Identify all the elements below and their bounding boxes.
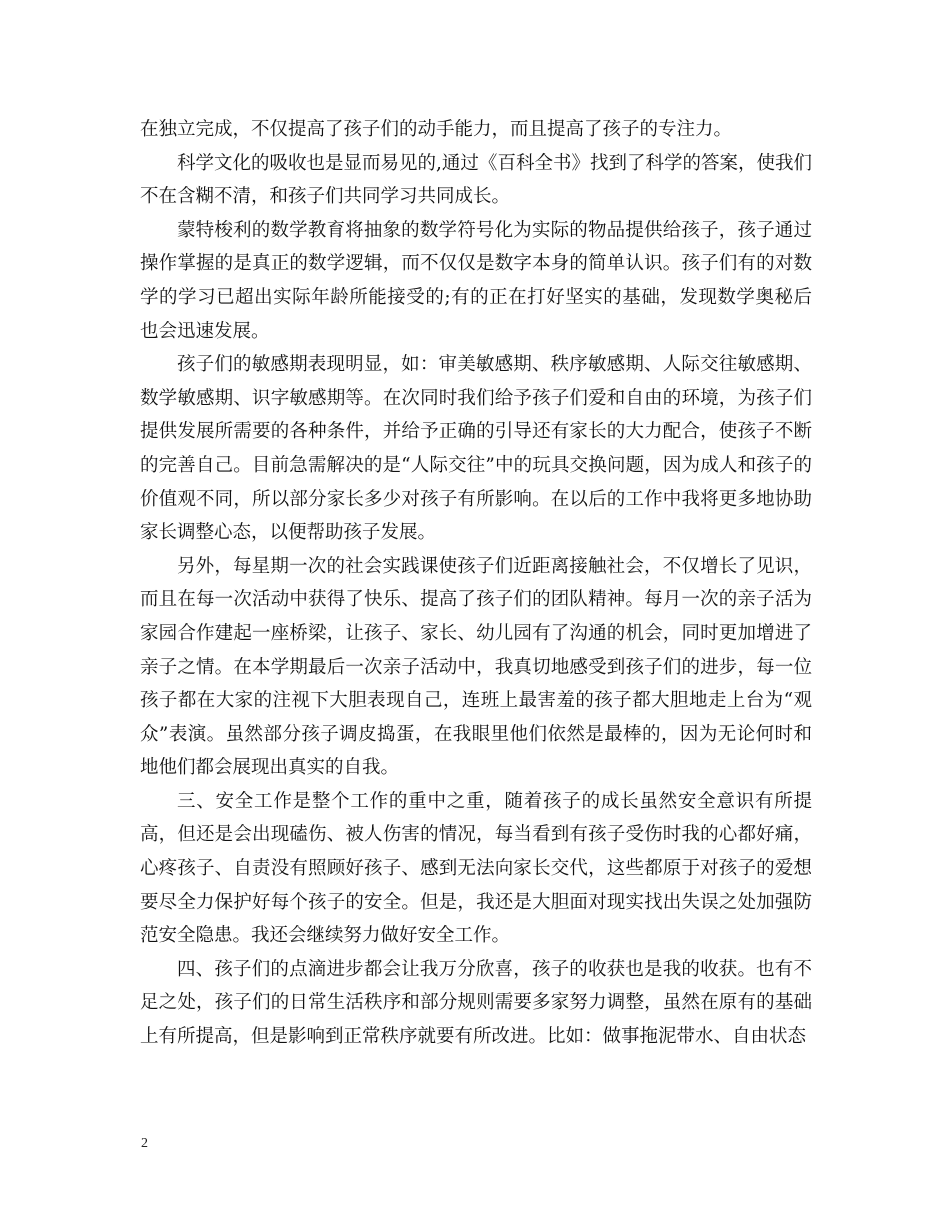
paragraph-7: 四、孩子们的点滴进步都会让我万分欣喜，孩子的收获也是我的收获。也有不足之处，孩子们的日常生活秩序和部分规则需要多家努力调整，虽然在原有的基础上有所提高，但是影响到正常秩序就要有所改进。比如：做事拖泥带水、自由状态 xyxy=(140,958,812,1048)
paragraph-3: 蒙特梭利的数学教育将抽象的数学符号化为实际的物品提供给孩子，孩子通过操作掌握的是真正的数学逻辑，而不仅仅是数字本身的简单认识。孩子们有的对数学的学习已超出实际年龄所能接受的;有的正在打好坚实的基础，发现数学奥秘后也会迅速发展。 xyxy=(140,219,812,342)
document-body xyxy=(140,113,812,1054)
paragraph-5: 另外，每星期一次的社会实践课使孩子们近距离接触社会，不仅增长了见识，而且在每一次活动中获得了快乐、提高了孩子们的团队精神。每月一次的亲子活为家园合作建起一座桥梁，让孩子、家长、幼儿园有了沟通的机会，同时更加增进了亲子之情。在本学期最后一次亲子活动中，我真切地感受到孩子们的进步，每一位孩子都在大家的注视下大胆表现自己，连班上最害羞的孩子都大胆地走上台为“观众”表演。虽然部分孩子调皮捣蛋，在我眼里他们依然是最棒的，因为无论何时和地他们都会展现出真实的自我。 xyxy=(140,555,812,779)
paragraph-4: 孩子们的敏感期表现明显，如：审美敏感期、秩序敏感期、人际交往敏感期、数学敏感期、识字敏感期等。在次同时我们给予孩子们爱和自由的环境，为孩子们提供发展所需要的各种条件，并给予正确的引导还有家长的大力配合，使孩子不断的完善自己。目前急需解决的是“人际交往”中的玩具交换问题，因为成人和孩子的价值观不同，所以部分家长多少对孩子有所影响。在以后的工作中我将更多地协助家长调整心态，以便帮助孩子发展。 xyxy=(140,354,812,544)
paragraph-6: 三、安全工作是整个工作的重中之重，随着孩子的成长虽然安全意识有所提高，但还是会出现磕伤、被人伤害的情况，每当看到有孩子受伤时我的心都好痛，心疼孩子、自责没有照顾好孩子、感到无法向家长交代，这些都原于对孩子的爱想要尽全力保护好每个孩子的安全。但是，我还是大胆面对现实找出失误之处加强防范安全隐患。我还会继续努力做好安全工作。 xyxy=(140,790,812,947)
paragraph-2: 科学文化的吸收也是显而易见的,通过《百科全书》找到了科学的答案，使我们不在含糊不清，和孩子们共同学习共同成长。 xyxy=(140,152,812,208)
page-number: 2 xyxy=(141,1136,148,1151)
paragraph-1: 在独立完成，不仅提高了孩子们的动手能力，而且提高了孩子的专注力。 xyxy=(140,119,733,140)
